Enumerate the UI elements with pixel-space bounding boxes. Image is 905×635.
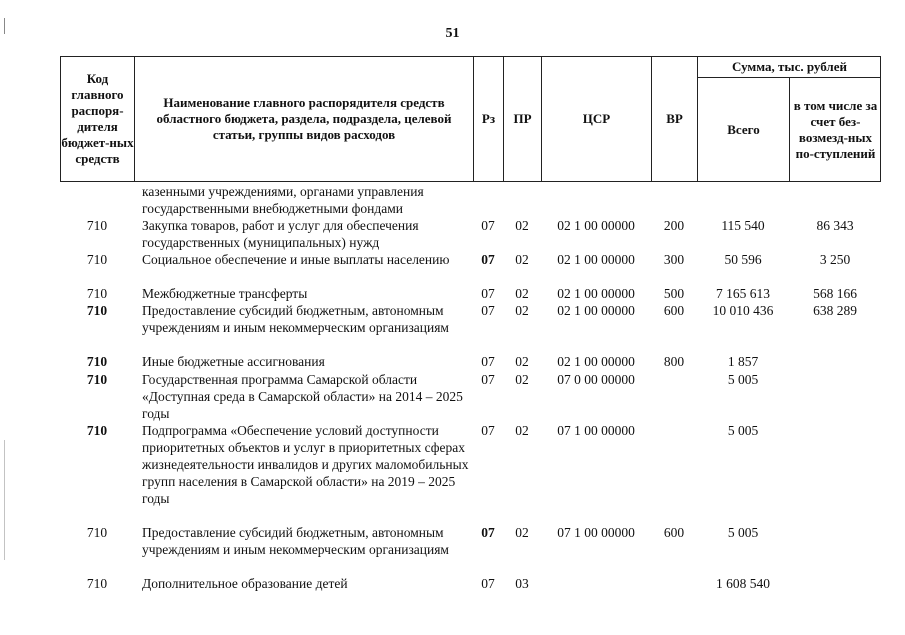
- row-pr: 02: [515, 354, 529, 369]
- header-sum: Сумма, тыс. рублей: [732, 59, 847, 74]
- row-rz: 07: [481, 354, 495, 369]
- row-code: 710: [86, 252, 108, 267]
- row-pr: 02: [515, 423, 529, 438]
- row-pr: 02: [515, 218, 529, 233]
- row-code: 710: [86, 423, 108, 438]
- row-vr: 200: [663, 218, 685, 233]
- page-number: 51: [445, 26, 460, 41]
- header-csr: ЦСР: [582, 111, 611, 126]
- row-vr: 300: [663, 252, 685, 267]
- row-gratuitous: 568 166: [813, 286, 857, 301]
- row-code: 710: [86, 525, 108, 540]
- row-csr: 07 1 00 00000: [557, 525, 635, 540]
- row-total: 5 005: [727, 372, 759, 387]
- row-total: 1 857: [727, 354, 759, 369]
- row-name: Социальное обеспечение и иные выплаты населению: [142, 252, 450, 267]
- row-name: Дополнительное образование детей: [142, 576, 348, 591]
- header-pr: ПР: [513, 111, 532, 126]
- row-code: 710: [86, 576, 108, 591]
- row-total: 1 608 540: [716, 576, 770, 591]
- row-vr: 600: [663, 525, 685, 540]
- row-code: 710: [86, 286, 108, 301]
- row-total: 10 010 436: [712, 303, 774, 318]
- row-name: Подпрограмма «Обеспечение условий доступности приоритетных объектов и услуг в приоритетных сферах жизнедеятельности инвалидов и других маломобильных групп населения в Самарской области» на 2019 – 2025 годы: [142, 423, 469, 506]
- row-gratuitous: 638 289: [813, 303, 857, 318]
- row-csr: 02 1 00 00000: [557, 252, 635, 267]
- header-gratuitous: в том числе за счет без-возмезд-ных по-ступлений: [793, 97, 878, 161]
- row-rz: 07: [481, 576, 495, 591]
- row-total: 5 005: [727, 423, 759, 438]
- row-pr: 03: [515, 576, 529, 591]
- row-rz: 07: [481, 303, 495, 318]
- row-name: Предоставление субсидий бюджетным, автономным учреждениям и иным некоммерческим организациям: [142, 525, 449, 557]
- row-pr: 02: [515, 286, 529, 301]
- header-name: Наименование главного распорядителя средств областного бюджета, раздела, подраздела, целевой статьи, группы видов расходов: [156, 95, 452, 142]
- row-vr: 500: [663, 286, 685, 301]
- row-csr: 02 1 00 00000: [557, 286, 635, 301]
- row-name: казенными учреждениями, органами управления государственными внебюджетными фондами: [142, 184, 424, 216]
- row-pr: 02: [515, 252, 529, 267]
- row-rz: 07: [481, 372, 495, 387]
- header-total: Всего: [727, 121, 760, 137]
- scan-edge-mark: [4, 440, 5, 560]
- row-code: 710: [86, 372, 108, 387]
- row-csr: 07 0 00 00000: [557, 372, 635, 387]
- row-rz: 07: [481, 286, 495, 301]
- row-rz: 07: [481, 423, 495, 438]
- row-name: Государственная программа Самарской области «Доступная среда в Самарской области» на 2014 – 2025 годы: [142, 372, 463, 421]
- table-header: [60, 56, 881, 182]
- row-csr: 02 1 00 00000: [557, 218, 635, 233]
- row-gratuitous: 86 343: [816, 218, 854, 233]
- row-name: Иные бюджетные ассигнования: [142, 354, 325, 369]
- row-csr: 02 1 00 00000: [557, 303, 635, 318]
- header-vr: ВР: [666, 111, 683, 126]
- row-code: 710: [86, 354, 108, 369]
- row-pr: 02: [515, 303, 529, 318]
- row-name: Закупка товаров, работ и услуг для обеспечения государственных (муниципальных) нужд: [142, 218, 419, 250]
- header-code: Код главного распоря-дителя бюджет-ных средств: [61, 71, 134, 166]
- row-total: 5 005: [727, 525, 759, 540]
- header-rz: Рз: [481, 111, 496, 126]
- row-pr: 02: [515, 372, 529, 387]
- row-total: 50 596: [724, 252, 762, 267]
- row-pr: 02: [515, 525, 529, 540]
- row-total: 7 165 613: [716, 286, 770, 301]
- row-name: Межбюджетные трансферты: [142, 286, 308, 301]
- row-rz: 07: [481, 525, 495, 540]
- row-name: Предоставление субсидий бюджетным, автономным учреждениям и иным некоммерческим организациям: [142, 303, 449, 335]
- row-vr: 800: [663, 354, 685, 369]
- row-total: 115 540: [721, 218, 765, 233]
- row-vr: 600: [663, 303, 685, 318]
- row-csr: 02 1 00 00000: [557, 354, 635, 369]
- row-csr: 07 1 00 00000: [557, 423, 635, 438]
- row-rz: 07: [481, 252, 495, 267]
- row-gratuitous: 3 250: [819, 252, 851, 267]
- row-rz: 07: [481, 218, 495, 233]
- row-code: 710: [86, 303, 108, 318]
- row-code: 710: [86, 218, 108, 233]
